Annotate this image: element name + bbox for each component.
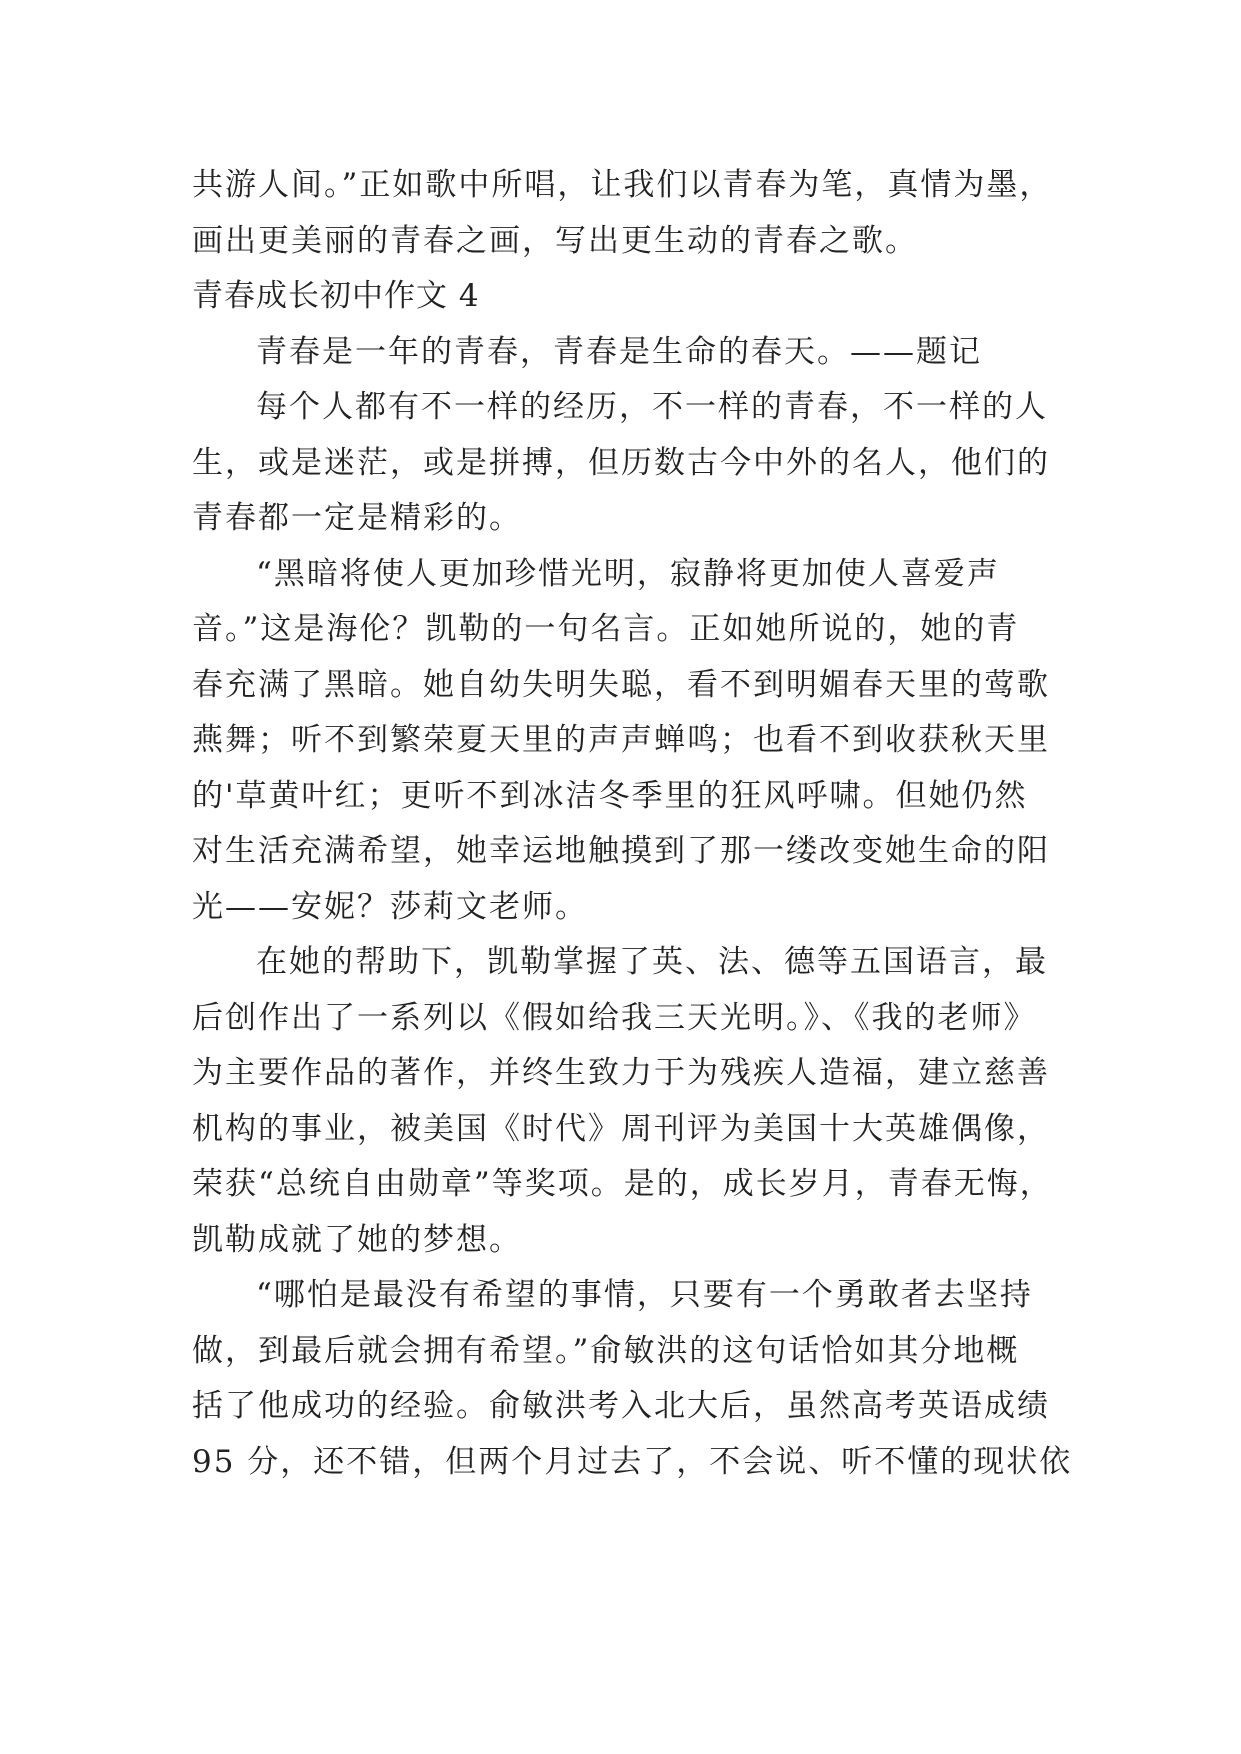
text-line: 95 分，还不错，但两个月过去了，不会说、听不懂的现状依 xyxy=(192,1443,1073,1480)
text-line: 为主要作品的著作，并终生致力于为残疾人造福，建立慈善 xyxy=(192,1055,1050,1091)
text-line: 音。”这是海伦？凯勒的一句名言。正如她所说的，她的青 xyxy=(192,611,1020,647)
text-line: 共游人间。”正如歌中所唱，让我们以青春为笔，真情为墨， xyxy=(192,167,1053,203)
text-line: 光——安妮？莎莉文老师。 xyxy=(192,888,588,925)
text-line: 荣获“总统自由勋章”等奖项。是的，成长岁月，青春无悔， xyxy=(192,1166,1053,1202)
text-line: 画出更美丽的青春之画，写出更生动的青春之歌。 xyxy=(192,222,918,259)
text-line: 青春是一年的青春，青春是生命的春天。——题记 xyxy=(256,333,982,370)
text-line: 后创作出了一系列以《假如给我三天光明。》、《我的老师》 xyxy=(192,999,1037,1036)
text-line: 每个人都有不一样的经历，不一样的青春，不一样的人 xyxy=(256,389,1048,425)
text-line: 做，到最后就会拥有希望。”俞敏洪的这句话恰如其分地概 xyxy=(192,1332,1020,1369)
text-line: 春充满了黑暗。她自幼失明失聪，看不到明媚春天里的莺歌 xyxy=(192,666,1050,703)
text-line: 生，或是迷茫，或是拼搏，但历数古今中外的名人，他们的 xyxy=(192,444,1050,481)
text-line: 机构的事业，被美国《时代》周刊评为美国十大英雄偶像， xyxy=(192,1110,1050,1147)
text-line: 括了他成功的经验。俞敏洪考入北大后，虽然高考英语成绩 xyxy=(192,1388,1050,1424)
text-line: 对生活充满希望，她幸运地触摸到了那一缕改变她生命的阳 xyxy=(192,833,1050,869)
text-line: 青春都一定是精彩的。 xyxy=(192,500,522,536)
text-line: 的'草黄叶红；更听不到冰洁冬季里的狂风呼啸。但她仍然 xyxy=(192,777,1028,814)
text-line: “黑暗将使人更加珍惜光明，寂静将更加使人喜爱声 xyxy=(256,555,1000,592)
text-line: 在她的帮助下，凯勒掌握了英、法、德等五国语言，最 xyxy=(256,944,1048,980)
text-line: 凯勒成就了她的梦想。 xyxy=(192,1221,522,1258)
document-body xyxy=(192,158,1072,1490)
text-line: 燕舞；听不到繁荣夏天里的声声蝉鸣；也看不到收获秋天里 xyxy=(192,722,1050,758)
text-line: “哪怕是最没有希望的事情，只要有一个勇敢者去坚持 xyxy=(256,1277,1033,1313)
section-heading: 青春成长初中作文 4 xyxy=(192,278,480,314)
